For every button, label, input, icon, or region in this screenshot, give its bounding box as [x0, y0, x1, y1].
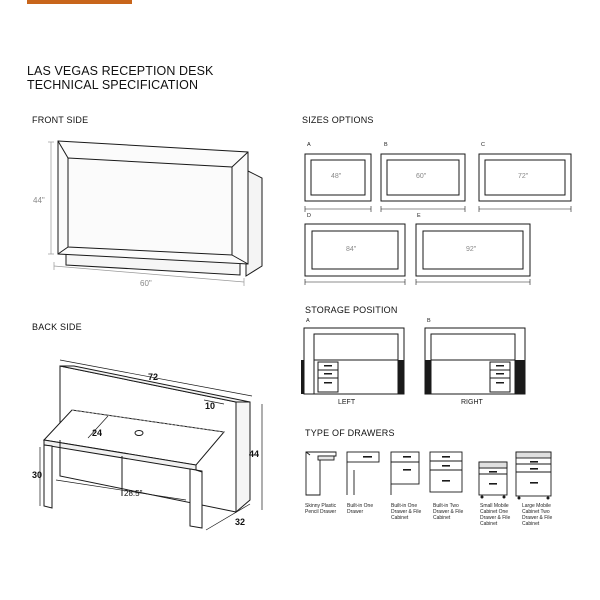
back-side-heading: BACK SIDE: [32, 322, 82, 332]
size-e-value: 92": [466, 246, 477, 253]
front-height-label: 44": [33, 196, 45, 205]
storage-heading: STORAGE POSITION: [305, 305, 398, 315]
size-d-letter: D: [307, 213, 311, 219]
size-e-letter: E: [417, 213, 421, 219]
size-a-letter: A: [307, 142, 311, 148]
title-line-2: TECHNICAL SPECIFICATION: [27, 78, 199, 92]
back-height-label: 44: [249, 449, 260, 459]
drawer-caption-6: Large Mobile Cabinet Two Drawer & File Cabinet: [522, 503, 553, 527]
side-depth-label: 32: [235, 517, 246, 527]
drawer-caption-2: Built-in One Drawer: [347, 503, 374, 515]
title-line-1: LAS VEGAS RECEPTION DESK: [27, 64, 214, 78]
size-b-value: 60": [416, 173, 427, 180]
storage-right-label: RIGHT: [461, 399, 483, 406]
back-depth-label: 24: [92, 428, 103, 438]
drawer-caption-4: Built-in Two Drawer & File Cabinet: [433, 503, 464, 521]
size-d-value: 84": [346, 246, 357, 253]
back-length-label: 72: [148, 372, 159, 382]
storage-b-letter: B: [427, 318, 431, 324]
drawer-caption-5: Small Mobile Cabinet One Drawer & File Cabinet: [480, 503, 511, 527]
size-a-value: 48": [331, 173, 342, 180]
desk-height-label: 30: [32, 470, 43, 480]
front-side-heading: FRONT SIDE: [32, 115, 89, 125]
storage-left-label: LEFT: [338, 399, 356, 406]
drawer-caption-3: Built-in One Drawer & File Cabinet: [391, 503, 422, 521]
drawers-heading: TYPE OF DRAWERS: [305, 428, 395, 438]
front-width-label: 60": [140, 279, 152, 288]
back-return-label: 10: [205, 401, 216, 411]
size-c-value: 72": [518, 173, 529, 180]
storage-a-letter: A: [306, 318, 310, 324]
drawer-caption-1: Skinny Plastic Pencil Drawer: [305, 503, 337, 515]
sizes-heading: SIZES OPTIONS: [302, 115, 374, 125]
size-b-letter: B: [384, 142, 388, 148]
inner-width-label: 28.5": [124, 489, 143, 498]
size-c-letter: C: [481, 142, 485, 148]
